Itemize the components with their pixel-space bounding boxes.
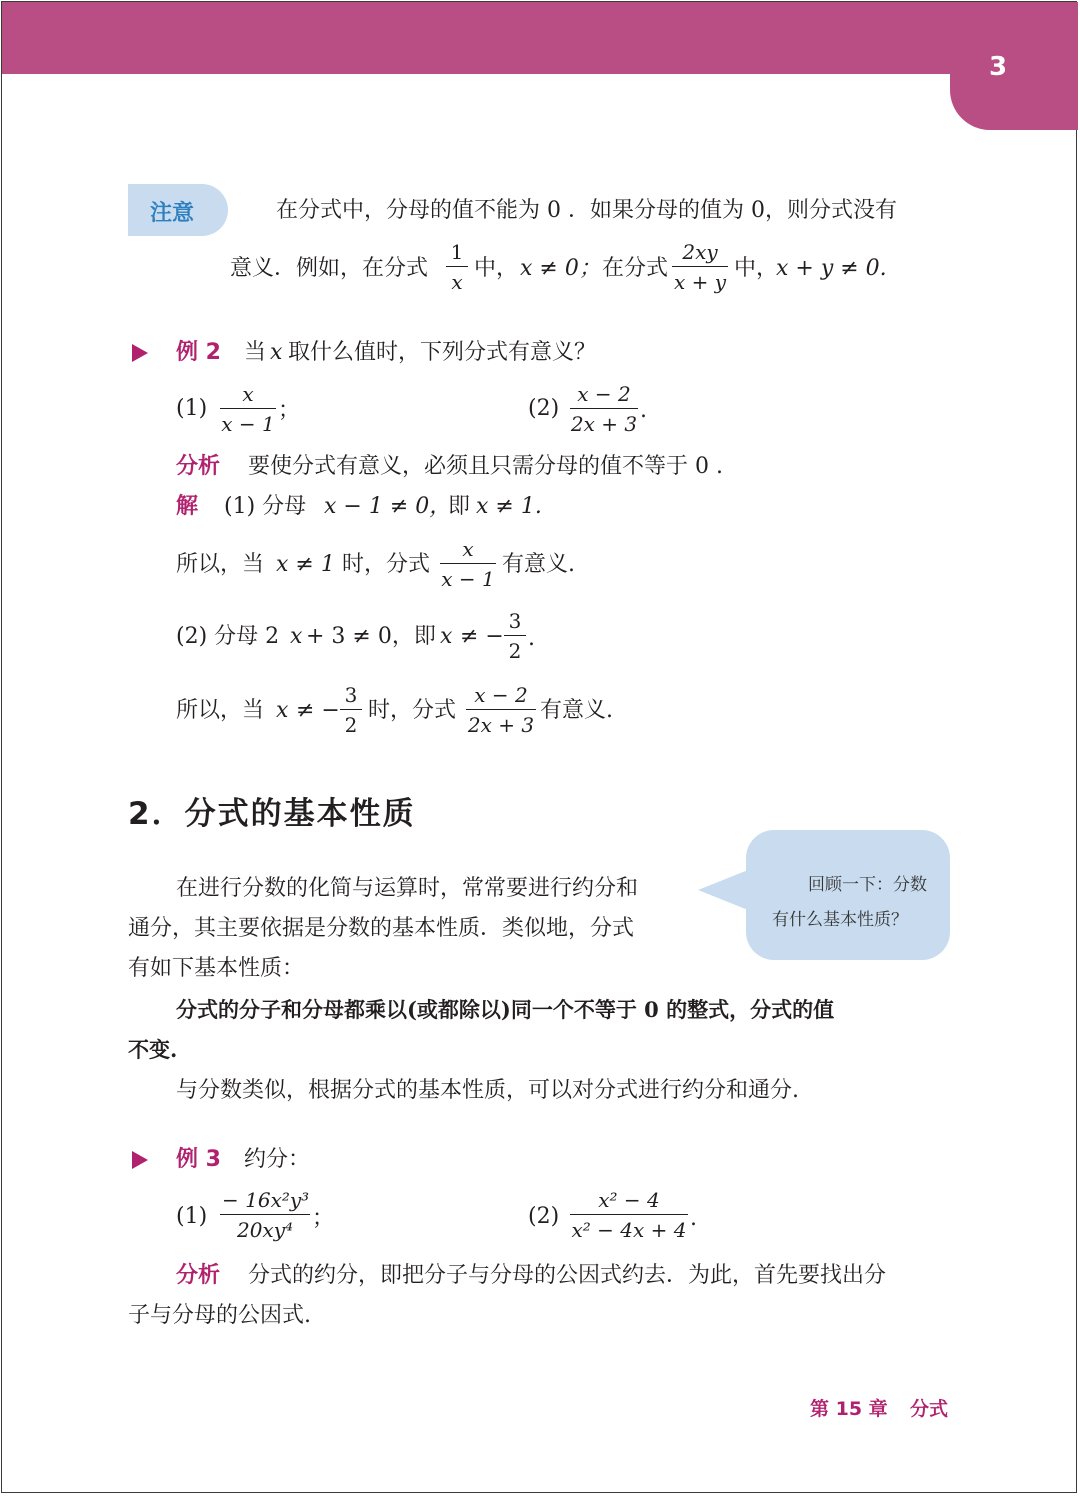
example-2-part-2-end: .: [640, 398, 647, 423]
example-2-solution-label: 解: [176, 494, 199, 519]
example-3-part-2-end: .: [690, 1206, 697, 1231]
speech-bubble: [746, 830, 950, 960]
note-fraction-1: [446, 240, 468, 294]
solution-line-2-end: 有意义.: [502, 552, 575, 577]
solution-line-4-fraction-2: [466, 683, 536, 737]
example-3-question: 约分：: [244, 1147, 311, 1172]
fraction-denominator: x: [451, 270, 463, 294]
solution-line-4b: ≠ −: [296, 698, 340, 723]
page-number: 3: [988, 52, 1008, 82]
section-title: 2．分式的基本性质: [128, 796, 416, 832]
fraction-numerator: − 16x²y³: [220, 1188, 310, 1215]
note-condition-2: x + y ≠ 0.: [776, 256, 887, 281]
fraction-denominator: 20xy⁴: [236, 1218, 294, 1242]
property-statement-line-2: 不变.: [128, 1037, 178, 1062]
solution-line-3-var: x: [290, 624, 303, 649]
solution-line-2b: 时，分式: [342, 552, 431, 577]
example-3-part-1-fraction: [220, 1188, 310, 1242]
note-line-1: 在分式中，分母的值不能为 0 ．如果分母的值为 0，则分式没有: [276, 198, 897, 223]
solution-line-3-fraction: [504, 609, 526, 663]
example-arrow-icon: [132, 1151, 148, 1169]
example-2-part-1-fraction: [220, 382, 276, 436]
fraction-denominator: x + y: [673, 270, 727, 294]
fraction-denominator: x − 1: [221, 412, 275, 436]
fraction-denominator: x − 1: [441, 567, 495, 591]
solution-line-1-expr2: x ≠ 1.: [476, 494, 542, 519]
solution-line-2-fraction: [440, 537, 496, 591]
example-3-analysis-line-2: 子与分母的公因式.: [128, 1303, 311, 1328]
solution-line-1-expr: x − 1 ≠ 0，: [324, 494, 452, 519]
example-2-analysis-label: 分析: [176, 454, 221, 479]
note-line-2d: 中，: [734, 256, 779, 281]
footer-title: 分式: [910, 1398, 949, 1420]
solution-line-3-var2: x: [440, 624, 453, 649]
speech-bubble-line-1: 回顾一下：分数: [808, 875, 927, 895]
speech-bubble-tail: [698, 870, 748, 910]
example-3-analysis-line-1: 分式的约分，即把分子与分母的公因式约去．为此，首先要找出分: [248, 1263, 887, 1288]
example-3-part-1-end: ；: [312, 1206, 335, 1231]
example-3-part-1-label: (1): [176, 1204, 208, 1229]
example-2-part-2-label: (2): [528, 396, 560, 421]
note-line-2b: 中，: [474, 256, 519, 281]
fraction-numerator: x: [220, 382, 276, 409]
example-arrow-icon: [132, 344, 148, 362]
solution-line-3c: ≠ −: [460, 624, 504, 649]
solution-line-4c: 时，分式: [368, 698, 457, 723]
example-3-part-2-fraction: [570, 1188, 688, 1242]
paragraph-1-line-2: 通分，其主要依据是分数的基本性质．类似地，分式: [128, 916, 635, 941]
fraction-numerator: 1: [446, 240, 468, 267]
solution-line-3a: (2) 分母 2: [176, 624, 280, 649]
paragraph-1-line-1: 在进行分数的化简与运算时，常常要进行约分和: [176, 876, 639, 901]
fraction-numerator: x: [440, 537, 496, 564]
solution-line-4-fraction-1: [340, 683, 362, 737]
fraction-denominator: 2: [508, 639, 522, 663]
example-2-part-1-end: ；: [278, 398, 301, 423]
example-3-part-2-label: (2): [528, 1204, 560, 1229]
paragraph-1-line-3: 有如下基本性质：: [128, 956, 305, 981]
example-2-question-var: x: [270, 340, 283, 365]
solution-line-2-condition: x ≠ 1: [276, 552, 335, 577]
fraction-denominator: 2x + 3: [570, 412, 638, 436]
note-line-2c: 在分式: [602, 256, 669, 281]
fraction-numerator: 3: [340, 683, 362, 710]
example-3-analysis-label: 分析: [176, 1263, 221, 1288]
solution-line-4-end: 有意义.: [540, 698, 613, 723]
solution-line-3b: + 3 ≠ 0，即: [306, 624, 436, 649]
solution-line-4a: 所以，当: [176, 698, 265, 723]
fraction-numerator: x − 2: [466, 683, 536, 710]
note-fraction-2: [672, 240, 728, 294]
paragraph-2: 与分数类似，根据分式的基本性质，可以对分式进行约分和通分.: [176, 1078, 799, 1103]
fraction-numerator: x − 2: [570, 382, 638, 409]
solution-line-1a: (1) 分母: [224, 494, 307, 519]
note-tag-label: 注意: [150, 201, 195, 226]
fraction-denominator: x² − 4x + 4: [571, 1218, 687, 1242]
fraction-denominator: 2x + 3: [467, 713, 535, 737]
speech-bubble-line-2: 有什么基本性质？: [772, 910, 908, 930]
fraction-numerator: 2xy: [672, 240, 728, 267]
example-2-label: 例 2: [176, 340, 221, 365]
note-condition-1: x ≠ 0；: [520, 256, 601, 281]
solution-line-4-var: x: [276, 698, 289, 723]
solution-line-3-end: .: [528, 626, 535, 651]
example-2-part-2-fraction: [570, 382, 638, 436]
solution-line-1b: 即: [448, 494, 471, 519]
footer-chapter: 第 15 章: [810, 1398, 888, 1420]
example-2-part-1-label: (1): [176, 396, 208, 421]
fraction-numerator: x² − 4: [570, 1188, 688, 1215]
header-bar: [2, 2, 1078, 74]
example-2-analysis: 要使分式有意义，必须且只需分母的值不等于 0 .: [248, 454, 723, 479]
solution-line-2a: 所以，当: [176, 552, 265, 577]
example-2-question-b: 取什么值时，下列分式有意义？: [288, 340, 597, 365]
fraction-numerator: 3: [504, 609, 526, 636]
fraction-denominator: 2: [344, 713, 358, 737]
property-statement-line-1: 分式的分子和分母都乘以(或都除以)同一个不等于 0 的整式，分式的值: [176, 997, 835, 1022]
example-2-question-a: 当: [244, 340, 267, 365]
example-3-label: 例 3: [176, 1147, 221, 1172]
note-line-2a: 意义．例如，在分式: [230, 256, 429, 281]
